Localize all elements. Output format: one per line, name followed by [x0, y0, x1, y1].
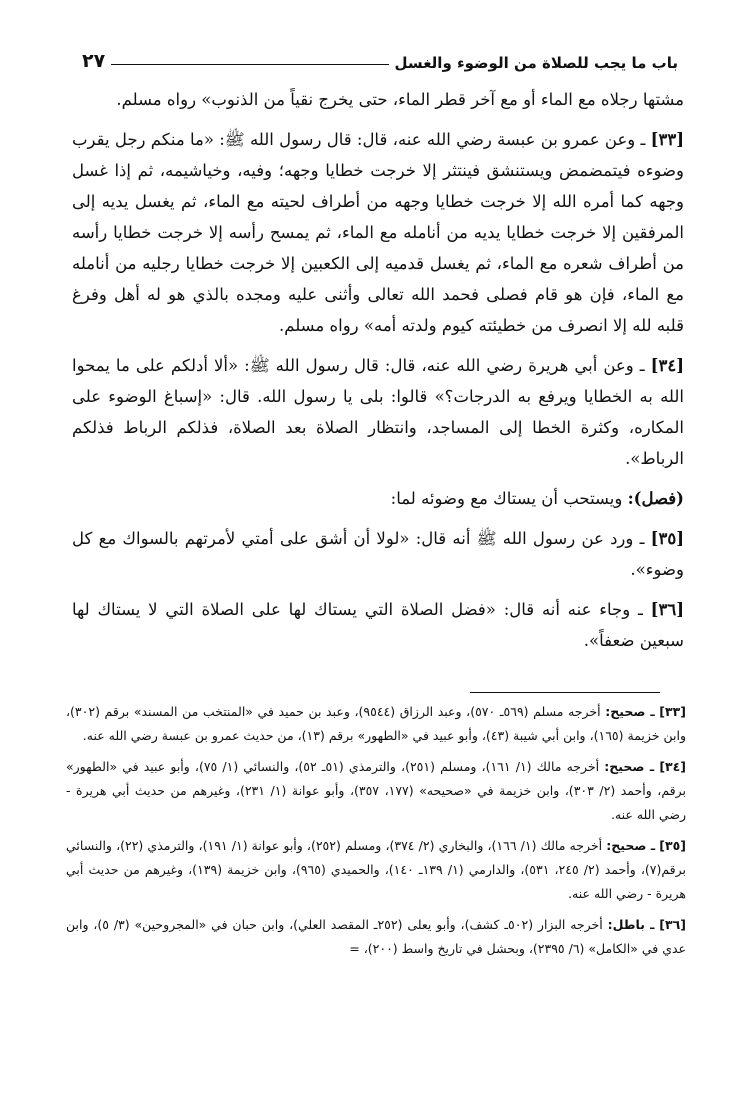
- footnote-text: أخرجه مالك (١/ ١٦٦)، والبخاري (٢/ ٣٧٤)، ومسلم (٢٥٢)، وأبو عوانة (١/ ١٩١)، والترمذي (٢٢)، والنسائي برقم(٧)، وأحمد (٢/ ٢٤٥، ٥٣١)، والدارمي (١/ ١٣٩ـ ١٤٠)، والحميدي (٩٦٥)، وابن خزيمة (١٣٩)، وغيرهم من حديث أبي هريرة - رضي الله عنه.: [66, 838, 687, 901]
- running-title: باب ما يجب للصلاة من الوضوء والغسل: [394, 54, 678, 72]
- footnotes: [66, 700, 686, 968]
- main-text: [72, 84, 684, 665]
- footnote-grade: ـ صحيح:: [604, 759, 655, 774]
- footnote-number: [٣٤]: [659, 759, 687, 774]
- hadith-36: [72, 594, 684, 656]
- footnote-text: أخرجه مالك (١/ ١٦١)، ومسلم (٢٥١)، والترمذي (٥١ـ ٥٢)، والنسائي (١/ ٧٥)، وأبو عبيد في «الطهور» برقم، وأحمد (٢/ ٣٠٣)، وابن خزيمة في «صحيحه» (١٧٧، ٣٥٧)، وأبو عوانة (١/ ٢٣١)، وغيرهم من حديث أبي هريرة - رضي الله عنه.: [66, 759, 686, 822]
- intro-text: مشتها رجلاه مع الماء أو مع آخر قطر الماء، حتى يخرج نقياً من الذنوب» رواه مسلم.: [116, 90, 684, 109]
- hadith-text: ـ ورد عن رسول الله ﷺ أنه قال: «لولا أن أشق على أمتي لأمرتهم بالسواك مع كل وضوء».: [72, 529, 684, 579]
- hadith-number: [٣٥]: [650, 529, 684, 548]
- footnote-36: [66, 913, 686, 961]
- footnote-number: [٣٥]: [659, 838, 686, 853]
- fasl-text: ويستحب أن يستاك مع وضوئه لما:: [390, 489, 623, 508]
- footnote-separator: [470, 692, 660, 693]
- page-header: [82, 38, 678, 72]
- footnote-number: [٣٣]: [659, 704, 686, 719]
- footnote-grade: ـ صحيح:: [606, 838, 656, 853]
- page-number: ٢٧: [82, 50, 106, 72]
- footnote-35: [66, 834, 686, 906]
- hadith-number: [٣٤]: [650, 356, 685, 375]
- intro-paragraph: [72, 84, 684, 115]
- footnote-34: [66, 755, 686, 827]
- hadith-number: [٣٦]: [650, 600, 684, 619]
- footnote-grade: ـ باطل:: [607, 917, 655, 932]
- fasl-label: (فصل):: [627, 489, 684, 508]
- hadith-34: [72, 350, 684, 474]
- hadith-text: ـ وعن عمرو بن عبسة رضي الله عنه، قال: قال رسول الله ﷺ: «ما منكم رجل يقرب وضوءه فيتمضمض ويستنشق فينتثر إلا خرجت خطايا وجهه؛ وفيه، وخياشيمه، ثم إذا غسل وجهه كما أمره الله إلا خرجت خطايا وجهه من أطراف لحيته مع الماء، ثم يغسل يديه إلى المرفقين إلا خرجت خطايا يديه من أنامله مع الماء، ثم يمسح رأسه إلا خرجت خطايا رأسه من أطراف شعره مع الماء، ثم يغسل قدميه إلى الكعبين إلا خرجت خطايا رجليه من أنامله مع الماء، فإن هو قام فصلى فحمد الله تعالى وأثنى عليه ومجده بالذي هو له أهل وفرغ قلبه لله إلا انصرف من خطيئته كيوم ولدته أمه» رواه مسلم.: [72, 130, 684, 335]
- footnote-text: أخرجه البزار (٥٠٢ـ كشف)، وأبو يعلى (٢٥٢ـ المقصد العلي)، وابن حبان في «المجروحين» (٣/ ٥)، وابن عدي في «الكامل» (٦/ ٢٣٩٥)، وبحشل في تاريخ واسط (٢٠٠)، =: [66, 917, 686, 956]
- hadith-33: [72, 124, 684, 341]
- header-rule: [111, 64, 388, 65]
- footnote-number: [٣٦]: [659, 917, 686, 932]
- fasl-paragraph: [72, 483, 684, 514]
- hadith-text: ـ وجاء عنه أنه قال: «فضل الصلاة التي يستاك لها على الصلاة التي لا يستاك لها سبعين ضعفاً».: [72, 600, 684, 650]
- footnote-33: [66, 700, 686, 748]
- footnote-grade: ـ صحيح:: [605, 704, 655, 719]
- footnote-text: أخرجه مسلم (٥٦٩ـ ٥٧٠)، وعبد الرزاق (٩٥٤٤)، وعبد بن حميد في «المنتخب من المسند» برقم (٣٠٢)، وابن خزيمة (١٦٥)، وابن أبي شيبة (٤٣)، وأبو عبيد في «الطهور» برقم (١٣)، من حديث عمرو بن عبسة رضي الله عنه.: [66, 704, 686, 743]
- hadith-number: [٣٣]: [650, 130, 685, 149]
- hadith-text: ـ وعن أبي هريرة رضي الله عنه، قال: قال رسول الله ﷺ: «ألا أدلكم على ما يمحوا الله به الخطايا ويرفع به الدرجات؟» قالوا: بلى يا رسول الله. قال: «إسباغ الوضوء على المكاره، وكثرة الخطا إلى المساجد، وانتظار الصلاة بعد الصلاة، فذلكم الرباط فذلكم الرباط».: [72, 356, 684, 468]
- hadith-35: [72, 523, 684, 585]
